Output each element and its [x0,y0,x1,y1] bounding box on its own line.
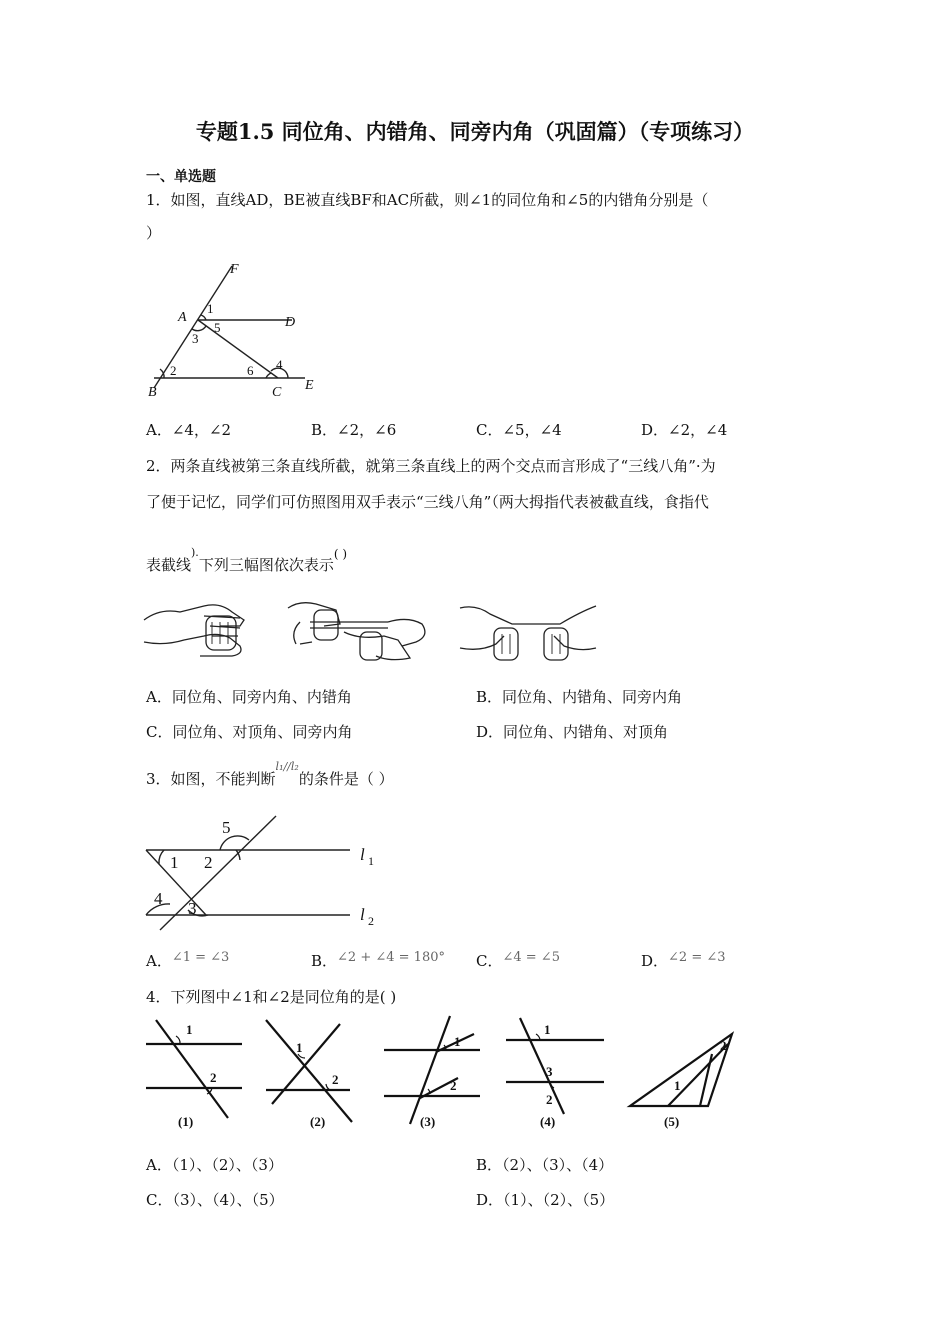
q3-option-b[interactable] [311,950,445,971]
q4-f1-angle-1: 1 [186,1022,193,1037]
q1-stem-line1: 1．如图，直线AD，BE被直线BF和AC所截，则∠1的同位角和∠5的内错角分别是（ [146,191,709,209]
q1-label-b: B [148,385,157,400]
q4-caption-4: (4) [540,1114,556,1129]
hands-image-3 [460,606,596,660]
q3-stem [146,760,394,789]
q3-figure [140,812,390,934]
q4-f5-angle-1: 1 [674,1078,681,1093]
q4-option-c[interactable]: C．（3）、（4）、（5） [146,1191,284,1209]
q3-option-d[interactable] [641,950,726,971]
q1-angle-4: 4 [276,357,283,372]
q3-option-a-label: A． [146,952,172,970]
q3-option-b-label: B． [311,952,338,970]
q3-option-d-label: D． [641,952,669,970]
q3-angle-1: 1 [170,853,179,872]
q3-option-c-label: C． [476,952,503,970]
q4-caption-5: (5) [664,1114,680,1129]
q4-option-b[interactable]: B．（2）、（3）、（4） [476,1156,614,1174]
q4-f4-angle-1: 1 [544,1022,551,1037]
page-title: 专题1.5 同位角、内错角、同旁内角（巩固篇）（专项练习） [195,119,755,144]
q1-angle-5: 5 [214,320,221,335]
q1-angle-6: 6 [247,363,254,378]
q3-arc-1 [159,850,164,864]
q1-angle-3: 3 [192,331,199,346]
q4-caption-3: (3) [420,1114,436,1129]
q3-condition: l₁//l₂ [275,760,299,773]
q4-figure-1 [146,1020,242,1118]
q3-arc-5 [220,836,249,850]
q1-option-b[interactable]: B．∠2，∠6 [311,421,397,439]
q2-hands-figure [140,596,600,666]
q3-angle-3: 3 [188,899,197,918]
q4-caption-1: (1) [178,1114,194,1129]
q1-label-a: A [178,310,187,325]
q2-option-b[interactable]: B．同位角、内错角、同旁内角 [476,688,683,706]
q1-stem-line2: ） [146,224,162,242]
q1-arc-3 [192,326,206,331]
q3-label-l1: l [360,845,365,864]
q3-option-c-expr: ∠4 = ∠5 [502,950,560,965]
q4-figure-2 [266,1020,352,1122]
q2-answer-blank: ( ) [333,547,348,561]
q1-arc-1 [201,315,206,320]
q4-f3-angle-2: 2 [450,1078,457,1093]
q4-option-d[interactable]: D．（1）、（2）、（5） [476,1191,615,1209]
q3-option-a[interactable] [146,950,229,971]
q3-option-a-expr: ∠1 = ∠3 [171,950,230,965]
section-heading: 一、单选题 [146,169,216,185]
q1-line-ac [198,320,278,378]
q4-figures [140,1014,750,1132]
q3-stem-b: 的条件是（ ） [298,770,394,788]
q4-f4-angle-2: 2 [546,1092,553,1107]
q1-label-f: F [230,262,239,277]
q4-figure-4 [506,1018,604,1114]
q4-f2-angle-2: 2 [332,1072,339,1087]
q1-option-a[interactable]: A．∠4，∠2 [146,421,232,439]
q4-figure-3 [384,1016,480,1124]
hands-image-1 [144,605,244,656]
q2-option-d[interactable]: D．同位角、内错角、对顶角 [476,723,669,741]
q1-option-c[interactable]: C．∠5，∠4 [476,421,562,439]
q4-f2-angle-1: 1 [296,1040,303,1055]
q1-arc-6 [266,373,271,378]
q3-label-l2-sub: 2 [368,914,374,928]
q2-stem-line2: 了便于记忆，同学们可仿照图用双手表示“三线八角”（两大拇指代表被截直线，食指代 [146,493,709,511]
q3-transversal-b [160,816,276,930]
q4-f3-angle-1: 1 [454,1034,461,1049]
q2-stem-line3-a: 表截线 [146,556,192,574]
q4-option-a[interactable]: A．（1）、（2）、（3） [146,1156,283,1174]
q1-label-d: D [285,315,296,330]
q4-f1-angle-2: 2 [210,1070,217,1085]
q3-angle-2: 2 [204,853,213,872]
q4-caption-2: (2) [310,1114,326,1129]
q2-option-a[interactable]: A．同位角、同旁内角、内错角 [146,688,352,706]
q3-angle-5: 5 [222,818,231,837]
q3-option-d-expr: ∠2 = ∠3 [668,950,726,965]
q2-stem-sup: ). [191,546,199,559]
q1-label-e: E [305,378,314,393]
q3-option-c[interactable] [476,950,560,971]
q3-label-l1-sub: 1 [368,854,374,868]
q4-f4-angle-3: 3 [546,1064,553,1079]
q1-option-d[interactable]: D．∠2，∠4 [641,421,728,439]
q1-label-c: C [272,385,282,400]
q4-figure-5 [630,1034,732,1106]
q2-option-c[interactable]: C．同位角、对顶角、同旁内角 [146,723,353,741]
q3-option-b-expr: ∠2 + ∠4 = 180° [337,950,445,965]
hands-image-2 [288,603,425,660]
q1-figure [140,255,330,405]
q2-stem-line3-b: 下列三幅图依次表示 [198,556,334,574]
q4-stem: 4．下列图中∠1和∠2是同位角的是( ) [146,988,397,1006]
q4-f5-angle-2: 2 [720,1038,727,1053]
q3-stem-a: 3．如图，不能判断 [146,770,276,788]
q1-angle-1: 1 [207,301,214,316]
q3-angle-4: 4 [154,889,163,908]
q1-angle-2: 2 [170,363,177,378]
q2-stem-line3 [146,546,348,575]
q3-label-l2: l [360,905,365,924]
q2-stem-line1: 2．两条直线被第三条直线所截，就第三条直线上的两个交点而言形成了“三线八角”·为 [146,457,716,475]
